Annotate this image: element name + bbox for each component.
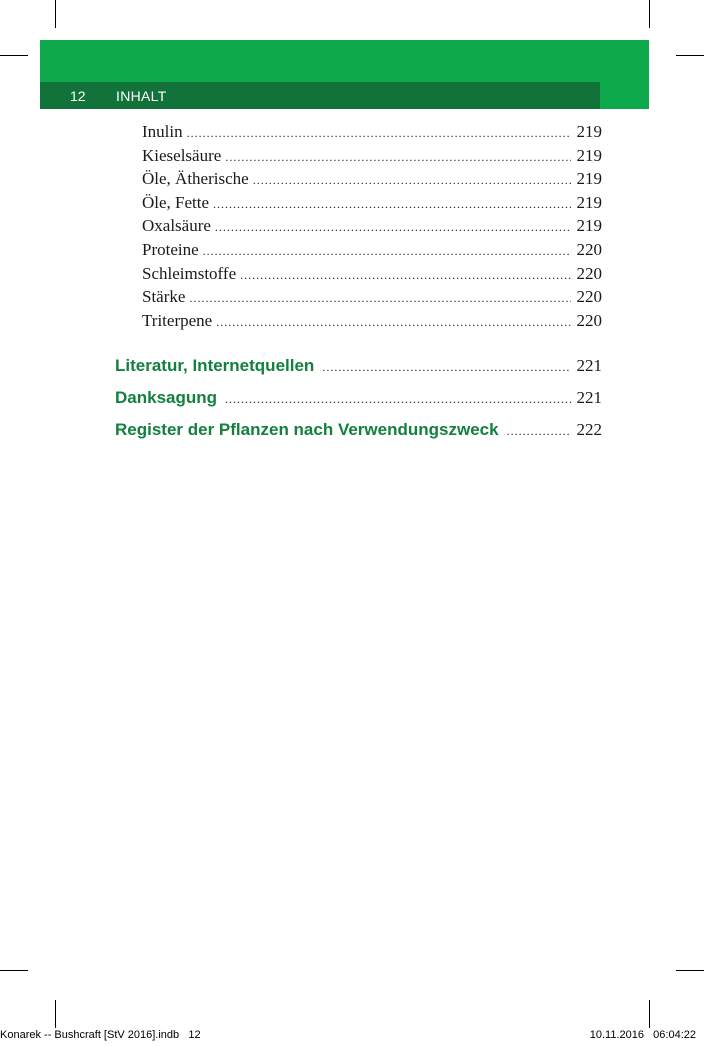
- toc-entry-label: Öle, Ätherische: [142, 169, 249, 189]
- toc-entry-page: 219: [576, 169, 602, 189]
- dot-leader: [215, 216, 571, 240]
- dot-leader: [216, 311, 570, 335]
- toc-heading-entry: [115, 382, 602, 414]
- toc-entry-label: Triterpene: [142, 310, 213, 330]
- dot-leader: [240, 264, 570, 288]
- toc-heading-label: Register der Pflanzen nach Verwendungszweck: [115, 420, 499, 439]
- toc-heading-page: 221: [576, 356, 602, 375]
- toc-entry: [142, 309, 602, 333]
- toc-entry-page: 219: [576, 145, 602, 165]
- section-title: INHALT: [116, 88, 167, 104]
- toc-entry-label: Oxalsäure: [142, 216, 211, 236]
- crop-mark-top-left: [55, 0, 56, 28]
- toc-entry-page: 220: [576, 239, 602, 259]
- toc-entry: [142, 238, 602, 262]
- dot-leader: [322, 351, 570, 383]
- dot-leader: [187, 122, 571, 146]
- crop-mark-right-top: [676, 55, 704, 56]
- toc-entry-label: Schleimstoffe: [142, 263, 237, 283]
- toc-entry-label: Stärke: [142, 287, 186, 307]
- toc-main-list: [115, 350, 602, 446]
- toc-entry-page: 220: [576, 263, 602, 283]
- crop-mark-top-right: [649, 0, 650, 28]
- toc-entry: [142, 262, 602, 286]
- toc-entry-page: 219: [576, 122, 602, 141]
- toc-entry: [142, 191, 602, 215]
- crop-mark-bottom-right: [649, 1000, 650, 1028]
- page-number: 12: [70, 88, 86, 104]
- toc-entry: [142, 120, 602, 144]
- toc-entry-label: Inulin: [142, 122, 183, 141]
- toc-entry-page: 220: [576, 287, 602, 307]
- toc-entry-label: Kieselsäure: [142, 145, 222, 165]
- dot-leader: [225, 383, 570, 415]
- crop-mark-bottom-left: [55, 1000, 56, 1028]
- toc-heading-label: Literatur, Internetquellen: [115, 356, 315, 375]
- dot-leader: [253, 169, 571, 193]
- toc-entry-label: Öle, Fette: [142, 192, 210, 212]
- crop-mark-right-bottom: [676, 970, 704, 971]
- toc-entry-label: Proteine: [142, 239, 199, 259]
- crop-mark-left-top: [0, 55, 28, 56]
- toc-entry-page: 219: [576, 192, 602, 212]
- toc-entry-page: 219: [576, 216, 602, 236]
- toc-sub-list: [142, 120, 602, 332]
- print-slug-timestamp: 10.11.2016 06:04:22: [589, 1029, 696, 1041]
- dot-leader: [213, 193, 570, 217]
- toc-heading-entry: [115, 350, 602, 382]
- toc-entry: [142, 285, 602, 309]
- toc-heading-label: Danksagung: [115, 388, 218, 407]
- toc-entry: [142, 214, 602, 238]
- dot-leader: [225, 146, 570, 170]
- crop-mark-left-bottom: [0, 970, 28, 971]
- toc-heading-page: 221: [576, 388, 602, 407]
- dot-leader: [203, 240, 571, 264]
- dot-leader: [507, 415, 571, 447]
- toc-heading-page: 222: [576, 420, 602, 439]
- dot-leader: [189, 287, 570, 311]
- toc-entry: [142, 167, 602, 191]
- toc-entry-page: 220: [576, 310, 602, 330]
- print-slug-filename: Konarek -- Bushcraft [StV 2016].indb 12: [0, 1029, 201, 1041]
- toc-entry: [142, 144, 602, 168]
- toc-heading-entry: [115, 414, 602, 446]
